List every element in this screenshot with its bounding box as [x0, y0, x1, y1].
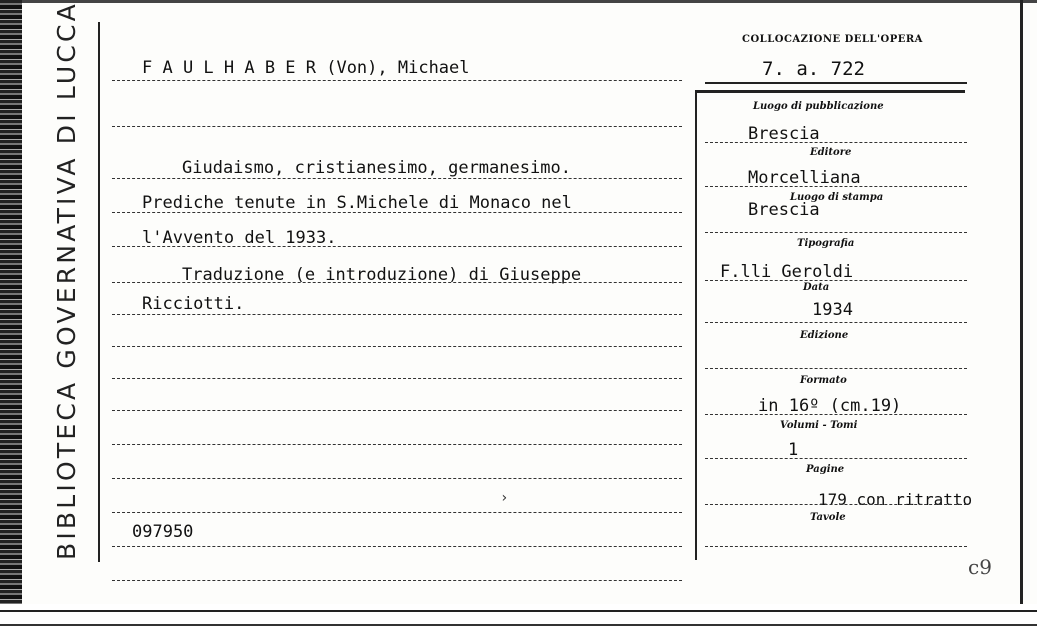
author-rule	[112, 80, 682, 81]
luogo-stampa-value: Brescia	[748, 200, 820, 220]
panel-rule	[705, 458, 967, 459]
ruled-line	[112, 246, 682, 247]
panel-top-border	[695, 90, 965, 93]
scan-edge-right	[1020, 0, 1023, 604]
formato-value: in 16º (cm.19)	[758, 396, 902, 416]
tavole-label: Tavole	[810, 512, 846, 523]
author-heading: F A U L H A B E R (Von), Michael	[142, 58, 470, 78]
data-label: Data	[803, 282, 830, 293]
pagine-value: 179 con ritratto	[818, 490, 973, 509]
luogo-pubblicazione-value: Brescia	[748, 124, 820, 144]
panel-rule	[705, 322, 967, 323]
edizione-label: Edizione	[800, 330, 849, 341]
luogo-stampa-label: Luogo di stampa	[790, 192, 884, 203]
panel-rule	[705, 186, 967, 187]
inventory-number: 097950	[132, 522, 194, 542]
ruled-line	[112, 212, 682, 213]
panel-rule	[705, 504, 967, 505]
panel-rule	[705, 368, 967, 369]
tipografia-label: Tipografia	[797, 238, 855, 249]
ink-smudge: ›	[500, 490, 509, 506]
ruled-line	[112, 546, 682, 547]
scan-edge-bottom-line-2	[0, 624, 1037, 626]
scan-edge-left	[0, 0, 22, 630]
collocazione-rule	[705, 82, 967, 84]
ruled-line	[112, 580, 682, 581]
ruled-line	[112, 378, 682, 379]
corner-mark: c9	[968, 555, 992, 579]
collocazione-label: COLLOCAZIONE DELL'OPERA	[742, 34, 923, 45]
editore-label: Editore	[810, 147, 852, 158]
ruled-line	[112, 410, 682, 411]
title-line-4: Traduzione (e introduzione) di Giuseppe	[182, 265, 582, 285]
title-line-3: l'Avvento del 1933.	[142, 228, 337, 248]
formato-label: Formato	[800, 375, 847, 386]
title-line-2: Prediche tenute in S.Michele di Monaco nel	[142, 193, 572, 213]
ruled-line	[112, 512, 682, 513]
panel-rule	[705, 546, 967, 547]
luogo-pubblicazione-label: Luogo di pubblicazione	[753, 101, 884, 112]
ruled-line	[112, 346, 682, 347]
ruled-line	[112, 178, 682, 179]
panel-rule	[705, 280, 967, 281]
library-vertical-title: BIBLIOTECA GOVERNATIVA DI LUCCA	[52, 1, 81, 560]
tipografia-value: F.lli Geroldi	[720, 262, 854, 282]
panel-rule	[705, 142, 967, 143]
scan-edge-top	[22, 0, 1037, 3]
margin-divider	[98, 22, 100, 562]
ruled-line	[112, 126, 682, 127]
collocazione-value: 7. a. 722	[762, 58, 865, 80]
pagine-label: Pagine	[806, 464, 845, 475]
panel-left-border	[695, 90, 697, 560]
scan-edge-bottom-line	[0, 610, 1037, 612]
ruled-line	[112, 282, 682, 283]
editore-value: Morcelliana	[748, 168, 861, 188]
ruled-line	[112, 314, 682, 315]
volumi-label: Volumi - Tomi	[780, 420, 858, 431]
panel-rule	[705, 414, 967, 415]
scan-edge-bottom	[0, 604, 1037, 630]
title-line-5: Ricciotti.	[142, 294, 245, 314]
ruled-line	[112, 478, 682, 479]
title-line-1: Giudaismo, cristianesimo, germanesimo.	[182, 158, 571, 178]
data-value: 1934	[812, 300, 853, 320]
volumi-value: 1	[788, 440, 799, 460]
ruled-line	[112, 444, 682, 445]
panel-rule	[705, 232, 967, 233]
